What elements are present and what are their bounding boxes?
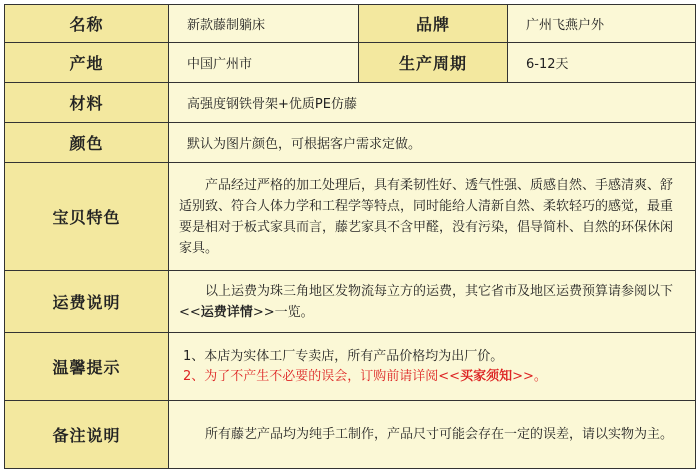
shipping-details-link[interactable]: 运费详情 — [200, 304, 253, 320]
shipping-value — [169, 271, 696, 333]
features-label: 宝贝特色 — [5, 163, 169, 271]
tip-1: 1、本店为实体工厂专卖店，所有产品价格均为出厂价。 — [183, 348, 504, 364]
shipping-text-2: >>一览。 — [252, 304, 314, 320]
row-material — [5, 83, 696, 123]
color-label: 颜色 — [5, 123, 169, 163]
period-value: 6-12天 — [508, 43, 696, 83]
row-origin-period — [5, 43, 696, 83]
tip-2-text-b: >>。 — [512, 368, 547, 384]
tips-value — [169, 333, 696, 401]
color-value: 默认为图片颜色，可根据客户需求定做。 — [169, 123, 696, 163]
name-value: 新款藤制躺床 — [169, 5, 359, 43]
notes-value: 所有藤艺产品均为纯手工制作，产品尺寸可能会存在一定的误差，请以实物为主。 — [169, 401, 696, 469]
shipping-label: 运费说明 — [5, 271, 169, 333]
row-features — [5, 163, 696, 271]
row-notes — [5, 401, 696, 469]
name-label: 名称 — [5, 5, 169, 43]
tips-label: 温馨提示 — [5, 333, 169, 401]
period-label: 生产周期 — [359, 43, 508, 83]
product-spec-table — [4, 4, 696, 469]
tip-2 — [183, 367, 681, 387]
notes-label: 备注说明 — [5, 401, 169, 469]
shipping-text-1: 以上运费为珠三角地区发物流每立方的运费，其它省市及地区运费预算请参阅以下<< — [179, 283, 674, 320]
origin-value: 中国广州市 — [169, 43, 359, 83]
brand-label: 品牌 — [359, 5, 508, 43]
features-value: 产品经过严格的加工处理后，具有柔韧性好、透气性强、质感自然、手感清爽、舒适别致、符合人体力学和工程学等特点，同时能给人清新自然、柔软轻巧的感觉，最重要是相对于板式家具而言，藤艺家具不含甲醛，没有污染，倡导简朴、自然的环保休闲家具。 — [169, 163, 696, 271]
row-shipping — [5, 271, 696, 333]
brand-value: 广州飞燕户外 — [508, 5, 696, 43]
row-name-brand — [5, 5, 696, 43]
material-label: 材料 — [5, 83, 169, 123]
row-tips — [5, 333, 696, 401]
material-value: 高强度钢铁骨架+优质PE仿藤 — [169, 83, 696, 123]
tip-2-text-a: 2、为了不产生不必要的误会，订购前请详阅<< — [183, 368, 461, 384]
origin-label: 产地 — [5, 43, 169, 83]
row-color — [5, 123, 696, 163]
buyer-notice-link[interactable]: 买家须知 — [460, 368, 513, 384]
